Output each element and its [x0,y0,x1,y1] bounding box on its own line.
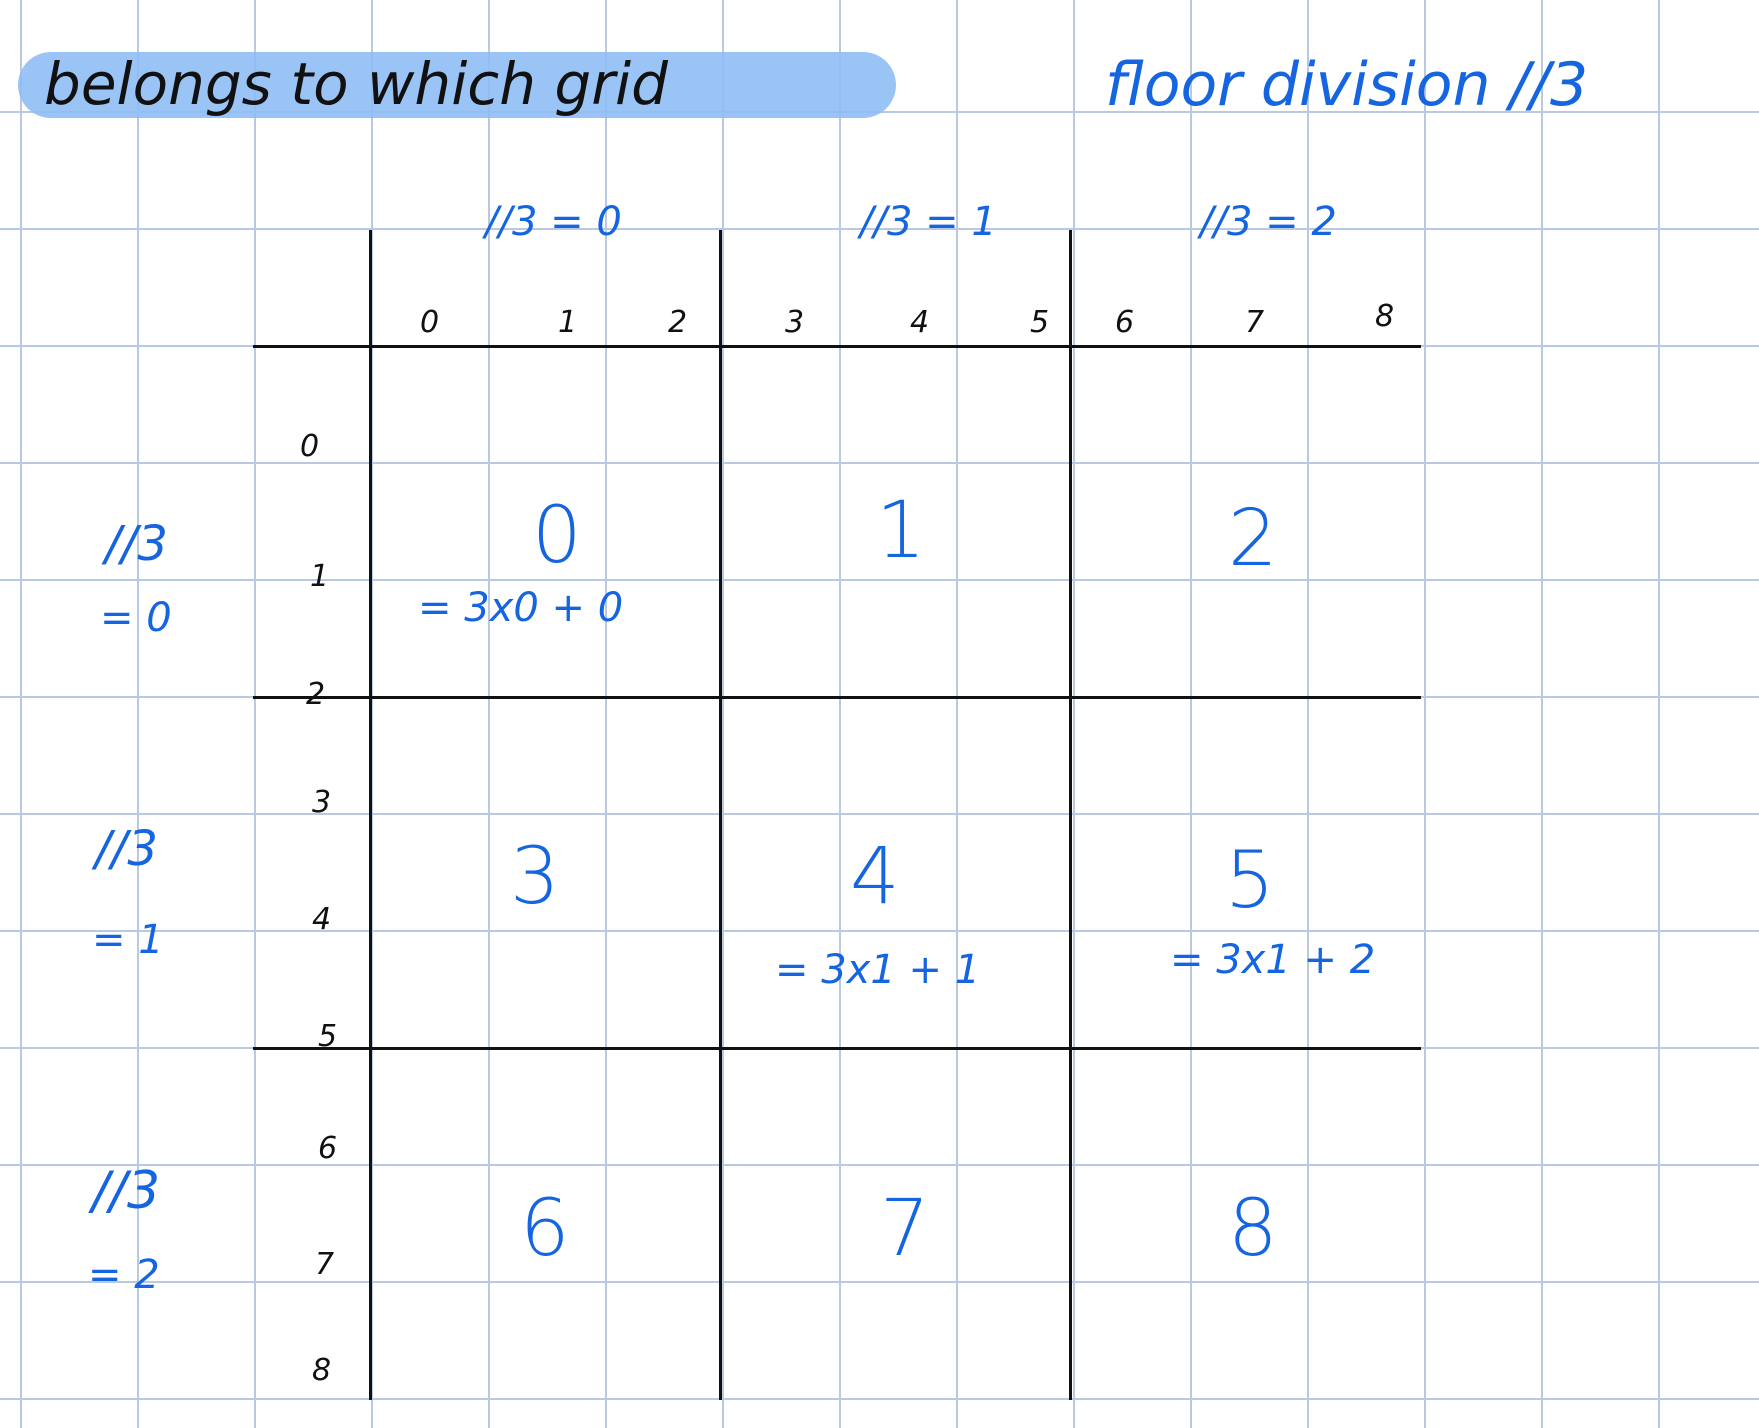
grid-line-h1 [253,696,1421,699]
row-label: 0 [300,429,320,464]
row-label: 4 [312,902,332,937]
grid-line-h0 [253,345,1421,348]
column-group-label: //3 = 0 [485,199,622,245]
row-label: 2 [306,677,326,712]
row-group-label: //3 [95,821,158,877]
row-label: 6 [318,1131,338,1166]
column-label: 4 [910,305,930,340]
cell-number: 8 [1228,1184,1278,1274]
column-label: 8 [1375,299,1395,334]
cell-number: 4 [850,832,900,922]
column-label: 0 [420,305,440,340]
cell-number: 3 [510,832,560,922]
cell-number: 1 [876,486,926,576]
grid-line-v1 [719,230,722,1400]
row-group-label: //3 [105,516,168,572]
cell-number: 5 [1225,836,1275,926]
cell-number: 6 [520,1184,570,1274]
row-label: 3 [312,785,332,820]
column-label: 6 [1115,305,1135,340]
grid-line-v2 [1069,230,1072,1400]
column-label: 1 [558,305,578,340]
row-label: 1 [310,559,330,594]
row-label: 8 [312,1353,332,1388]
row-group-label: = 2 [88,1252,160,1298]
column-group-label: //3 = 2 [1200,199,1337,245]
cell-number: 0 [532,491,582,581]
column-label: 5 [1030,305,1050,340]
column-group-label: //3 = 1 [860,199,997,245]
page-title: belongs to which grid [44,50,668,118]
cell-formula: = 3x1 + 1 [775,947,981,993]
grid-line-v0 [369,230,372,1400]
cell-formula: = 3x1 + 2 [1170,937,1376,983]
row-group-label: = 0 [100,595,172,641]
column-label: 3 [785,305,805,340]
cell-formula: = 3x0 + 0 [418,585,624,631]
cell-number: 2 [1228,494,1278,584]
row-label: 7 [315,1247,335,1282]
row-group-label: = 1 [92,917,164,963]
floor-division-note: floor division //3 [1105,50,1589,120]
row-group-label: //3 [92,1161,161,1221]
column-label: 7 [1245,305,1265,340]
column-label: 2 [668,305,688,340]
cell-number: 7 [880,1184,930,1274]
row-label: 5 [318,1019,338,1054]
grid-line-h2 [253,1047,1421,1050]
